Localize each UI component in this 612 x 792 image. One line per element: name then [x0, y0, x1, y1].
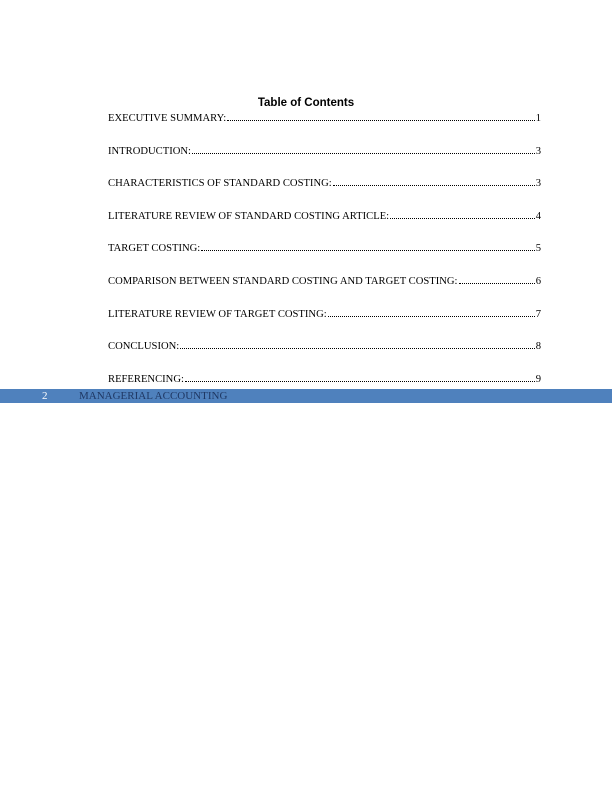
toc-entry-label: COMPARISON BETWEEN STANDARD COSTING AND TARGET COSTING:: [108, 275, 458, 287]
toc-entry[interactable]: [108, 210, 541, 224]
toc-dot-leader: [227, 120, 534, 121]
toc-dot-leader: [192, 153, 535, 154]
toc-entry-page: 7: [535, 308, 541, 320]
toc-entry-page: 8: [535, 341, 541, 353]
toc-entry-page: 5: [535, 243, 541, 255]
toc-entry-page: 1: [535, 113, 541, 124]
toc-entry-page: 4: [535, 210, 541, 222]
toc-entry-label: TARGET COSTING:: [108, 243, 201, 255]
toc-entry-page: 6: [535, 275, 541, 287]
toc-list: [108, 112, 541, 405]
toc-entry-page: 9: [535, 373, 541, 385]
toc-entry[interactable]: [108, 308, 541, 322]
toc-dot-leader: [180, 348, 534, 349]
toc-entry-label: REFERENCING:: [108, 373, 184, 385]
toc-dot-leader: [459, 283, 535, 284]
toc-entry-label: LITERATURE REVIEW OF STANDARD COSTING ARTICLE:: [108, 210, 390, 222]
footer-page-number: 2: [42, 390, 48, 402]
toc-title: Table of Contents: [257, 97, 355, 109]
toc-entry-label: LITERATURE REVIEW OF TARGET COSTING:: [108, 308, 327, 320]
toc-dot-leader: [201, 250, 534, 251]
toc-entry[interactable]: [108, 275, 541, 289]
toc-entry[interactable]: [108, 177, 541, 191]
toc-dot-leader: [185, 381, 535, 382]
toc-entry-page: 3: [535, 178, 541, 190]
toc-entry-label: EXECUTIVE SUMMARY:: [108, 113, 227, 124]
toc-dot-leader: [333, 185, 535, 186]
footer-bar: [0, 389, 612, 403]
toc-dot-leader: [328, 316, 535, 317]
toc-entry[interactable]: [108, 242, 541, 256]
toc-entry[interactable]: [108, 340, 541, 354]
toc-entry[interactable]: [108, 112, 541, 126]
toc-entry-label: CHARACTERISTICS OF STANDARD COSTING:: [108, 178, 332, 190]
toc-entry[interactable]: [108, 373, 541, 387]
footer-running-title: MANAGERIAL ACCOUNTING: [79, 390, 228, 402]
toc-entry-page: 3: [535, 145, 541, 157]
toc-entry-label: CONCLUSION:: [108, 341, 180, 353]
toc-entry[interactable]: [108, 145, 541, 159]
toc-dot-leader: [390, 218, 535, 219]
toc-entry-label: INTRODUCTION:: [108, 145, 191, 157]
